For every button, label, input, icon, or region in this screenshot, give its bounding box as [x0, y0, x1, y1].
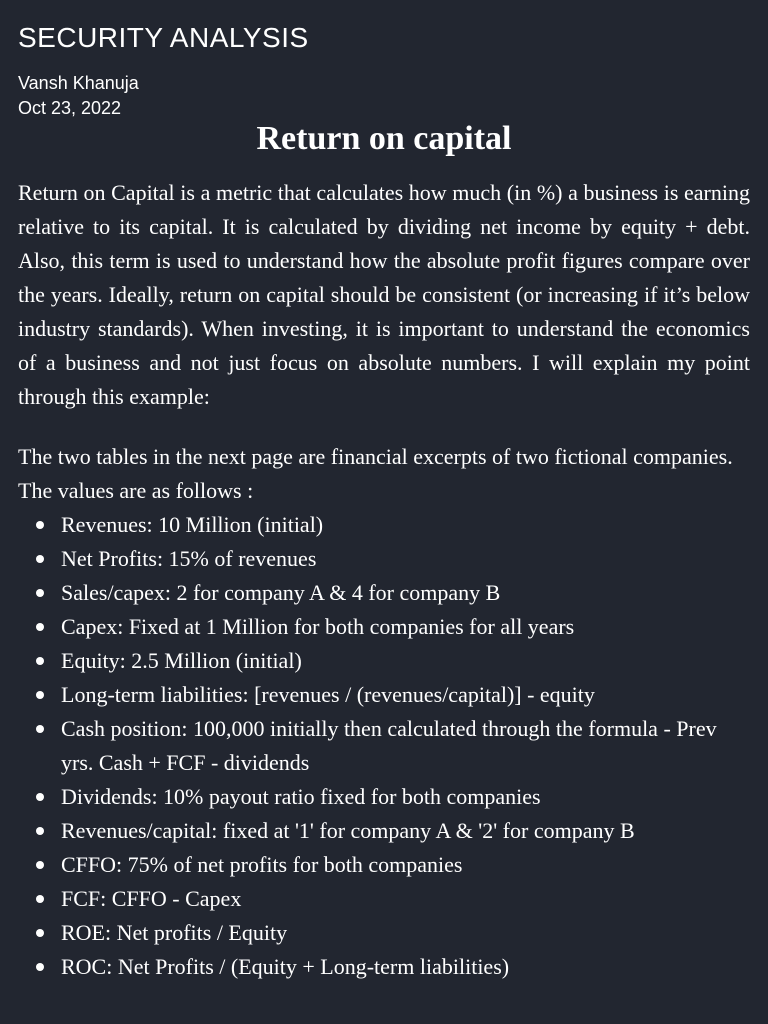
list-item-text: Equity: 2.5 Million (initial) — [61, 648, 302, 673]
list-item — [18, 780, 750, 814]
bullet-dot-icon — [36, 521, 44, 529]
bullet-dot-icon — [36, 589, 44, 597]
publish-date: Oct 23, 2022 — [18, 98, 122, 118]
list-item — [18, 678, 750, 712]
list-item-text: Cash position: 100,000 initially then calculated through the formula - Prev yrs. Cash + FCF - dividends — [61, 716, 717, 775]
list-item — [18, 848, 750, 882]
list-item — [18, 542, 750, 576]
list-item — [18, 950, 750, 984]
bullet-dot-icon — [36, 929, 44, 937]
list-item-text: ROC: Net Profits / (Equity + Long-term liabilities) — [61, 954, 510, 979]
bullet-dot-icon — [36, 691, 44, 699]
list-item — [18, 508, 750, 542]
list-item-text: Capex: Fixed at 1 Million for both companies for all years — [61, 614, 575, 639]
bullet-dot-icon — [36, 861, 44, 869]
list-item — [18, 916, 750, 950]
brand-title: SECURITY ANALYSIS — [18, 22, 309, 53]
list-item-text: Sales/capex: 2 for company A & 4 for company B — [61, 580, 501, 605]
list-item — [18, 644, 750, 678]
bullet-dot-icon — [36, 963, 44, 971]
list-item-text: CFFO: 75% of net profits for both companies — [61, 852, 463, 877]
list-item — [18, 712, 750, 780]
article-title: Return on capital — [256, 120, 512, 157]
list-item-text: Revenues: 10 Million (initial) — [61, 512, 324, 537]
bullet-dot-icon — [36, 623, 44, 631]
list-item — [18, 882, 750, 916]
bullet-dot-icon — [36, 555, 44, 563]
list-item-text: ROE: Net profits / Equity — [61, 920, 288, 945]
intro-paragraph: Return on Capital is a metric that calculates how much (in %) a business is earning relative to its capital. It is calculated by dividing net income by equity + debt. Also, this term is used to understand how the absolute profit figures compare over the years. Ideally, return on capital should be consistent (or increasing if it’s below industry standards). When investing, it is important to understand the economics of a business and not just focus on absolute numbers. I will explain my point through this example: — [18, 180, 750, 409]
list-item-text: Long-term liabilities: [revenues / (revenues/capital)] - equity — [61, 682, 595, 707]
list-item-text: Net Profits: 15% of revenues — [61, 546, 317, 571]
bullet-dot-icon — [36, 657, 44, 665]
values-list — [18, 508, 750, 984]
list-item — [18, 576, 750, 610]
list-item-text: Revenues/capital: fixed at '1' for company A & '2' for company B — [61, 818, 635, 843]
bullet-dot-icon — [36, 827, 44, 835]
list-item — [18, 610, 750, 644]
list-item-text: Dividends: 10% payout ratio fixed for both companies — [61, 784, 541, 809]
list-item — [18, 814, 750, 848]
author-name: Vansh Khanuja — [18, 73, 139, 93]
tables-paragraph: The two tables in the next page are financial excerpts of two fictional companies. The values are as follows : — [18, 444, 733, 503]
bullet-dot-icon — [36, 725, 44, 733]
bullet-dot-icon — [36, 895, 44, 903]
bullet-dot-icon — [36, 793, 44, 801]
list-item-text: FCF: CFFO - Capex — [61, 886, 242, 911]
